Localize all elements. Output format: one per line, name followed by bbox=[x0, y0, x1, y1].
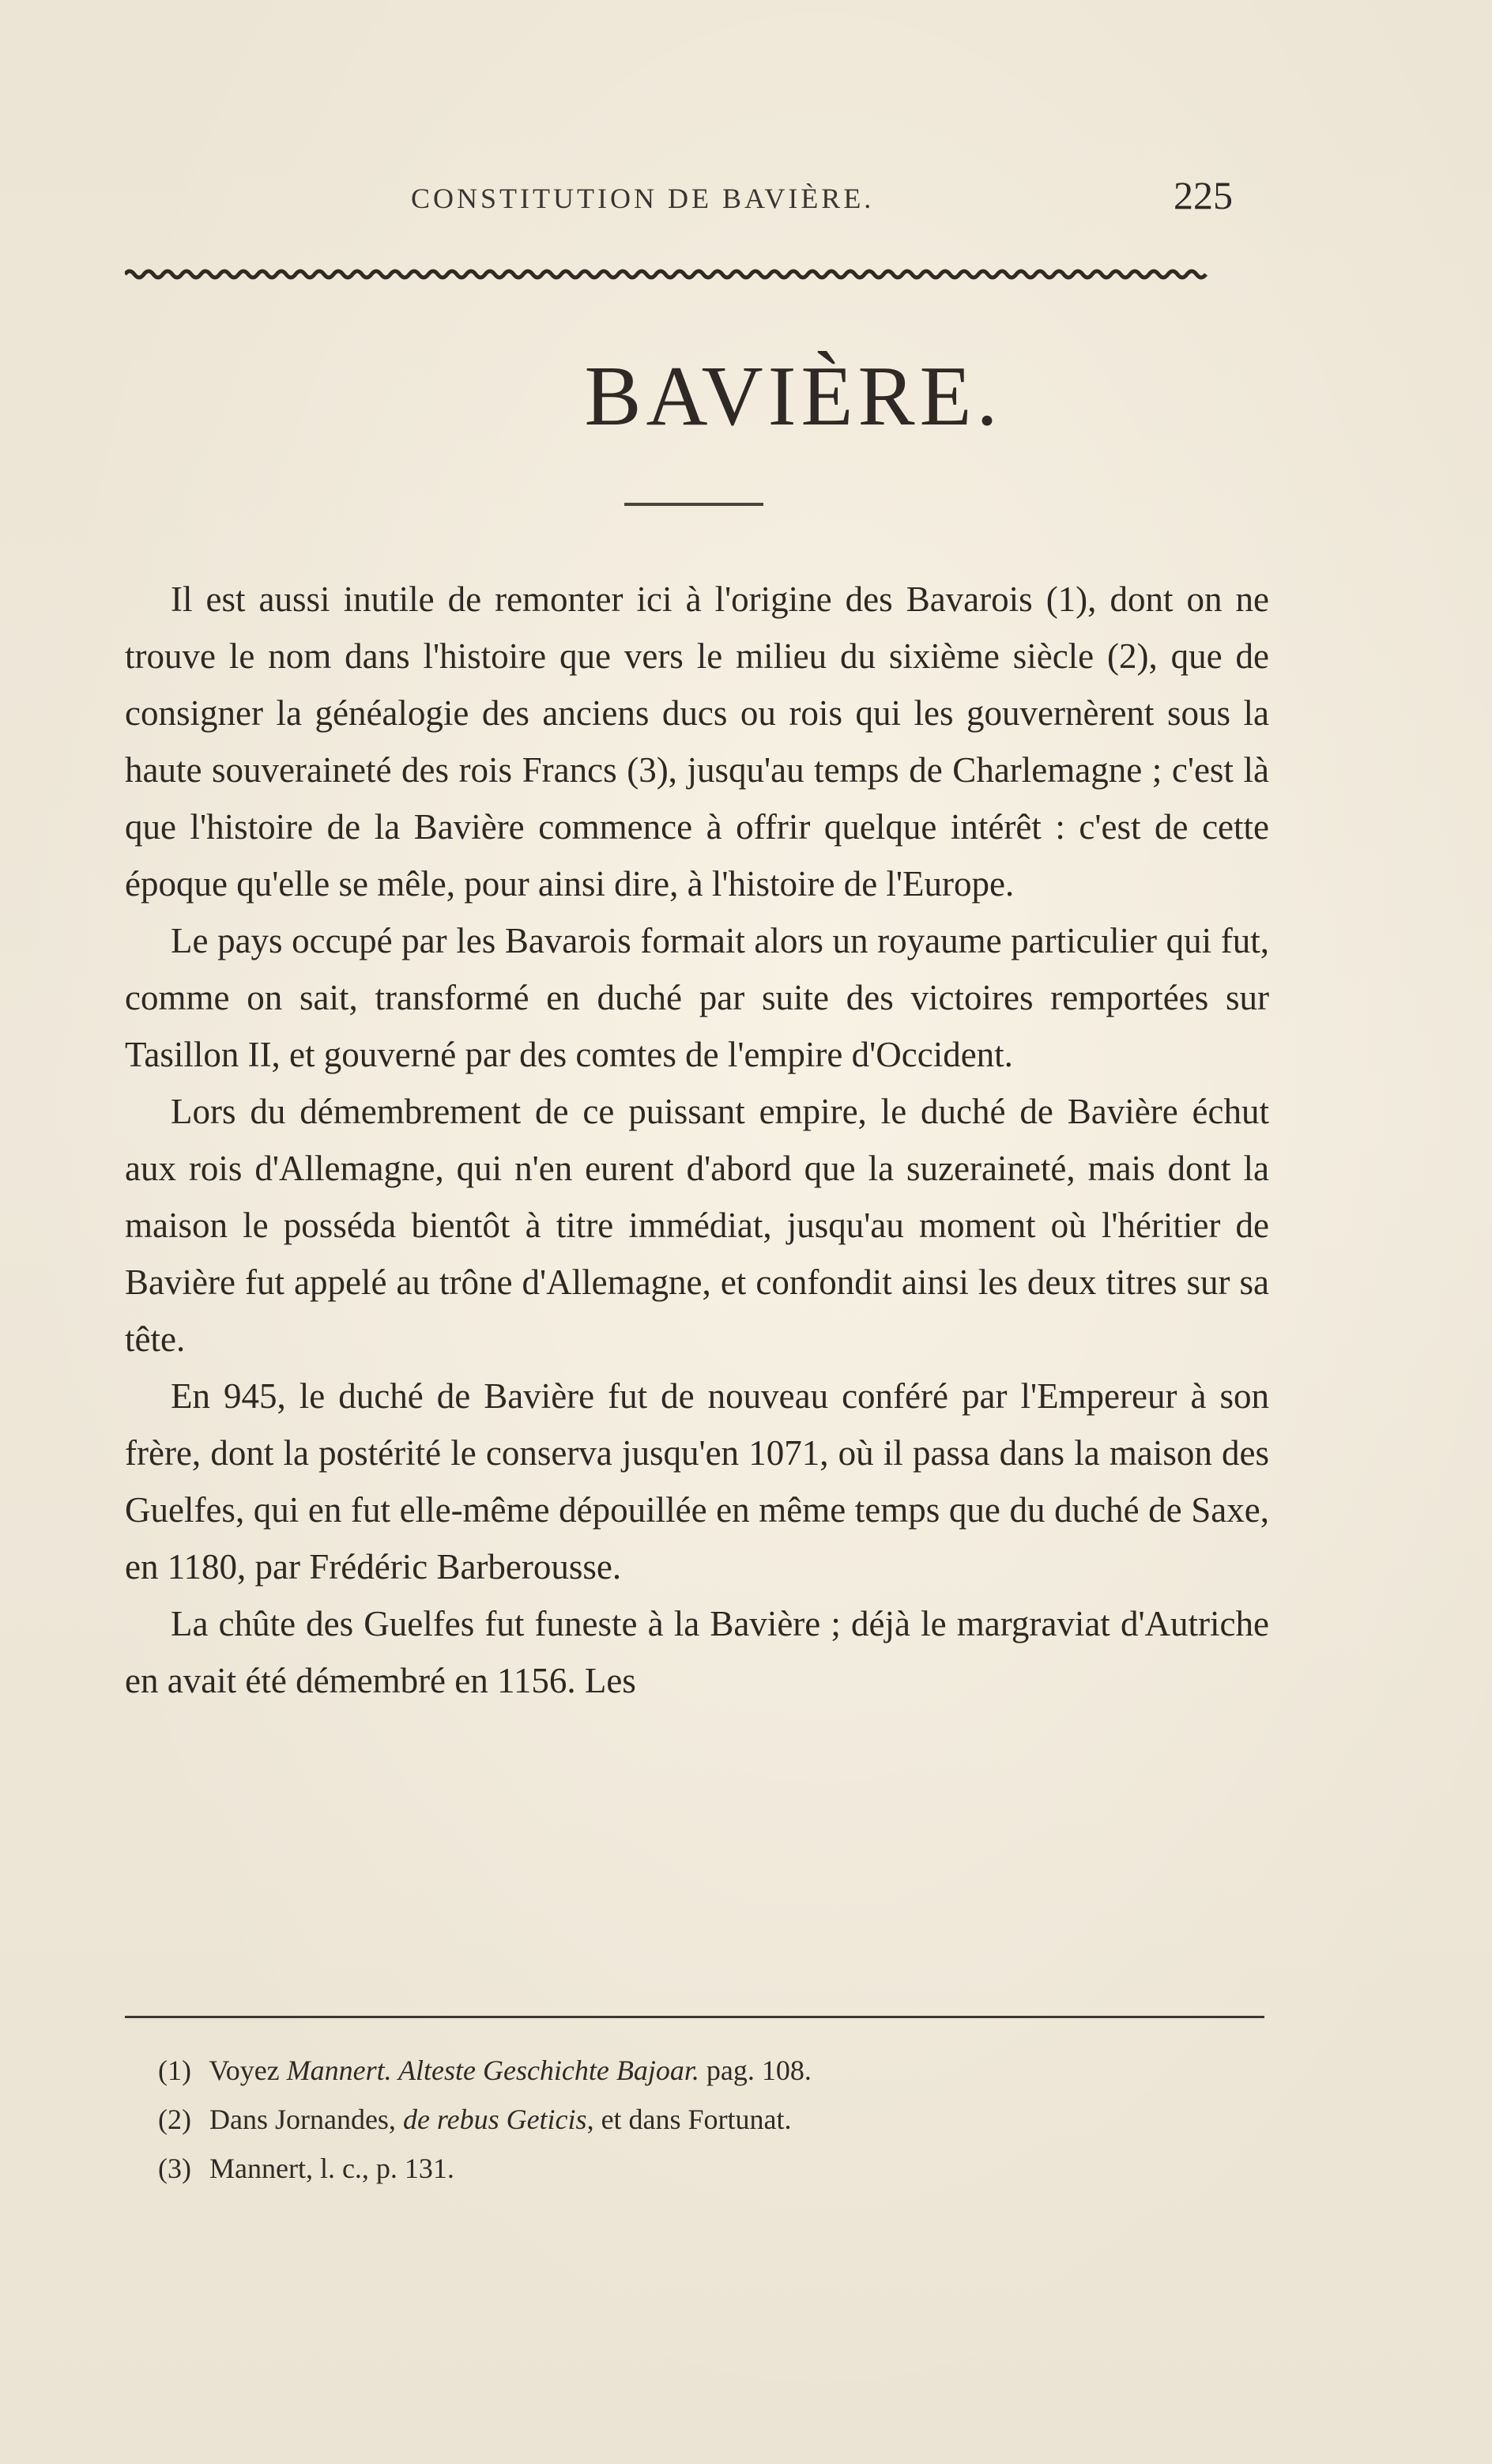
wavy-rule-ornament bbox=[125, 266, 1264, 283]
paragraph: Il est aussi inutile de remonter ici à l'origine des Bavarois (1), dont on ne trouve le nom dans l'histoire que vers le milieu du sixième siècle (2), que de consigner la généalogie des anciens ducs ou rois qui les gouvernèrent sous la haute souveraineté des rois Francs (3), jusqu'au temps de Charlemagne ; c'est là que l'histoire de la Bavière commence à offrir quelque intérêt : c'est de cette époque qu'elle se mêle, pour ainsi dire, à l'histoire de l'Europe. bbox=[125, 579, 1269, 904]
running-title: CONSTITUTION DE BAVIÈRE. bbox=[411, 183, 875, 214]
page-number: 225 bbox=[1174, 173, 1233, 217]
footnote-text: Mannert, l. c., p. 131. bbox=[209, 2153, 454, 2184]
paragraph: Le pays occupé par les Bavarois formait alors un royaume particulier qui fut, comme on sait, transformé en duché par suite des victoires remportées sur Tasillon II, et gouverné par des comtes de l'empire d'Occident. bbox=[125, 921, 1269, 1074]
footnote-mark: (2) bbox=[158, 2104, 191, 2135]
footnote-text: Dans Jornandes, bbox=[209, 2104, 396, 2135]
footnote-mark: (1) bbox=[158, 2055, 191, 2086]
footnote-text: , et dans Fortunat. bbox=[586, 2104, 792, 2135]
running-head bbox=[126, 172, 1264, 220]
footnote bbox=[158, 2095, 1249, 2144]
paragraph: Lors du démembrement de ce puissant empire, le duché de Bavière échut aux rois d'Allemagne, qui n'en eurent d'abord que la suzeraineté, mais dont la maison le posséda bientôt à titre immédiat, jusqu'au moment où l'héritier de Bavière fut appelé au trône d'Allemagne, et confondit ainsi les deux titres sur sa tête. bbox=[125, 1092, 1269, 1359]
footnotes bbox=[158, 2046, 1249, 2193]
paragraph: En 945, le duché de Bavière fut de nouveau conféré par l'Empereur à son frère, dont la postérité le conserva jusqu'en 1071, où il passa dans la maison des Guelfes, qui en fut elle-même dépouillée en même temps que du duché de Saxe, en 1180, par Frédéric Barberousse. bbox=[125, 1376, 1269, 1587]
footnote-text: Voyez bbox=[209, 2055, 280, 2086]
paragraph: La chûte des Guelfes fut funeste à la Bavière ; déjà le margraviat d'Autriche en avait été démembré en 1156. Les bbox=[125, 1604, 1269, 1700]
footnote-italic: de rebus Geticis bbox=[402, 2104, 587, 2135]
title-rule bbox=[624, 503, 763, 506]
body-text bbox=[125, 571, 1269, 1709]
chapter-title: BAVIÈRE. bbox=[584, 349, 1003, 443]
footnote bbox=[158, 2144, 1249, 2193]
footnote bbox=[158, 2046, 1249, 2095]
footnote-text: pag. 108. bbox=[706, 2055, 812, 2086]
footnote-mark: (3) bbox=[158, 2153, 191, 2184]
footnote-rule bbox=[125, 2016, 1264, 2018]
footnote-italic: Mannert. Alteste Geschichte Bajoar. bbox=[286, 2055, 699, 2086]
